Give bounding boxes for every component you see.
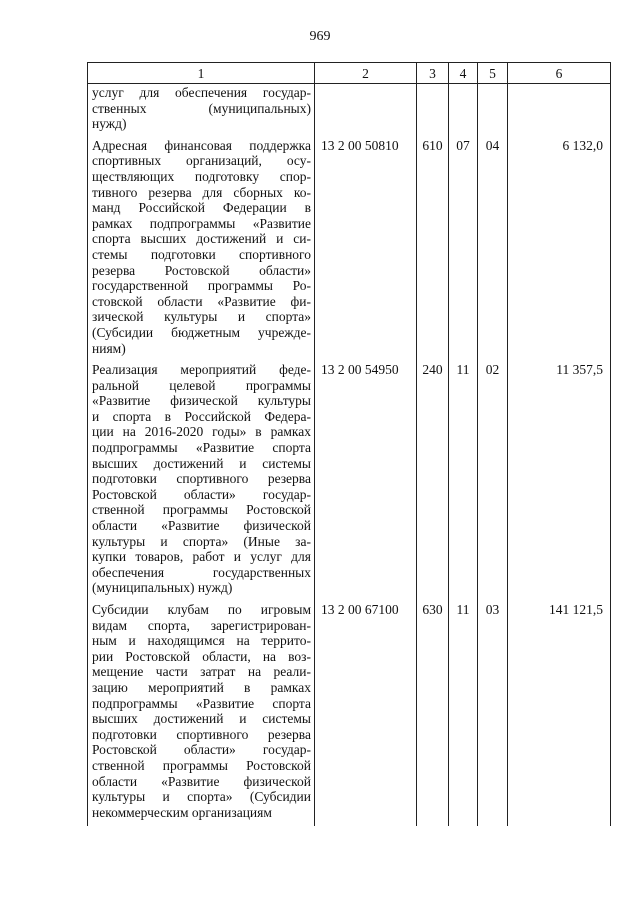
description-line: Субсидии клубам по игровым [92, 602, 311, 617]
row-expense-type: 610 [417, 138, 449, 362]
description-line: ным и находящимся на террито- [92, 633, 311, 649]
description-line: ниям) [92, 340, 126, 356]
row-subsection: 03 [478, 602, 508, 826]
description-line: «Развитие физической культуры [92, 393, 311, 409]
description-line: рии Ростовской области, на воз- [92, 648, 311, 664]
row-code: 13 2 00 67100 [315, 602, 417, 826]
row-expense-type: 630 [417, 602, 449, 826]
description-line: области «Развитие физической [92, 518, 311, 534]
description-line: высших достижений и системы [92, 711, 311, 727]
header-cell: 2 [315, 63, 417, 84]
row-amount [508, 84, 611, 138]
row-description [88, 602, 315, 826]
row-subsection: 02 [478, 362, 508, 602]
description-line: Адресная финансовая поддержка [92, 137, 311, 153]
row-amount: 6 132,0 [508, 138, 611, 362]
table-row [88, 362, 611, 602]
header-cell: 1 [88, 63, 315, 84]
description-line: ции на 2016-2020 годы» в рамках [92, 424, 311, 440]
row-section: 07 [449, 138, 478, 362]
row-amount: 11 357,5 [508, 362, 611, 602]
description-line: обеспечения государственных [92, 564, 311, 580]
description-line: подготовки спортивного резерва [92, 471, 311, 487]
row-expense-type [417, 84, 449, 138]
row-description [88, 84, 315, 138]
row-section: 11 [449, 362, 478, 602]
table-row [88, 138, 611, 362]
description-line: мещение части затрат на реали- [92, 664, 311, 680]
description-line: подпрограммы «Развитие спорта [92, 440, 311, 456]
description-line: подпрограммы «Развитие спорта [92, 695, 311, 711]
description-line: ственных (муниципальных) [92, 100, 311, 116]
description-line: и спорта в Российской Федера- [92, 408, 311, 424]
header-row [88, 63, 611, 84]
description-line: ственной программы Ростовской [92, 502, 311, 518]
description-line: (Субсидии бюджетным учрежде- [92, 324, 311, 340]
header-cell: 3 [417, 63, 449, 84]
row-section [449, 84, 478, 138]
description-line: спорта высших достижений и си- [92, 231, 311, 247]
header-cell: 5 [478, 63, 508, 84]
header-cell: 6 [508, 63, 611, 84]
description-line: купки товаров, работ и услуг для [92, 549, 311, 565]
description-line: спортивных организаций, осу- [92, 153, 311, 169]
row-description [88, 362, 315, 602]
description-line: стемы подготовки спортивного [92, 246, 311, 262]
row-amount: 141 121,5 [508, 602, 611, 826]
description-line: ственной программы Ростовской [92, 757, 311, 773]
row-code: 13 2 00 54950 [315, 362, 417, 602]
page-number: 969 [309, 29, 331, 44]
row-subsection: 04 [478, 138, 508, 362]
budget-table [87, 62, 611, 826]
description-line: высших достижений и системы [92, 455, 311, 471]
description-line: стовской области «Развитие фи- [92, 293, 311, 309]
description-line: Ростовской области» государ- [92, 486, 311, 502]
description-line: услуг для обеспечения государ- [92, 85, 311, 100]
description-line: (муниципальных) нужд) [92, 580, 233, 596]
row-section: 11 [449, 602, 478, 826]
description-line: культуры и спорта» (Иные за- [92, 533, 311, 549]
description-line: культуры и спорта» (Субсидии [92, 789, 311, 805]
header-cell: 4 [449, 63, 478, 84]
description-line: государственной программы Ро- [92, 278, 311, 294]
description-line: тивного резерва для сборных ко- [92, 184, 311, 200]
description-line: области «Развитие физической [92, 773, 311, 789]
description-line: Реализация мероприятий феде- [92, 362, 311, 378]
description-line: Ростовской области» государ- [92, 742, 311, 758]
description-line: резерва Ростовской области» [92, 262, 311, 278]
description-line: рамках подпрограммы «Развитие [92, 215, 311, 231]
row-description [88, 138, 315, 362]
row-code: 13 2 00 50810 [315, 138, 417, 362]
description-line: некоммерческим организациям [92, 804, 272, 820]
description-line: зацию мероприятий в рамках [92, 679, 311, 695]
description-line: ществляющих подготовку спор- [92, 168, 311, 184]
description-line: ральной целевой программы [92, 377, 311, 393]
description-line: видам спорта, зарегистрирован- [92, 617, 311, 633]
description-line: подготовки спортивного резерва [92, 726, 311, 742]
row-code [315, 84, 417, 138]
table-row [88, 84, 611, 138]
description-line: зической культуры и спорта» [92, 309, 311, 325]
description-line: манд Российской Федерации в [92, 200, 311, 216]
row-subsection [478, 84, 508, 138]
table-row [88, 602, 611, 826]
description-line: нужд) [92, 116, 127, 132]
row-expense-type: 240 [417, 362, 449, 602]
table-body [88, 84, 611, 827]
